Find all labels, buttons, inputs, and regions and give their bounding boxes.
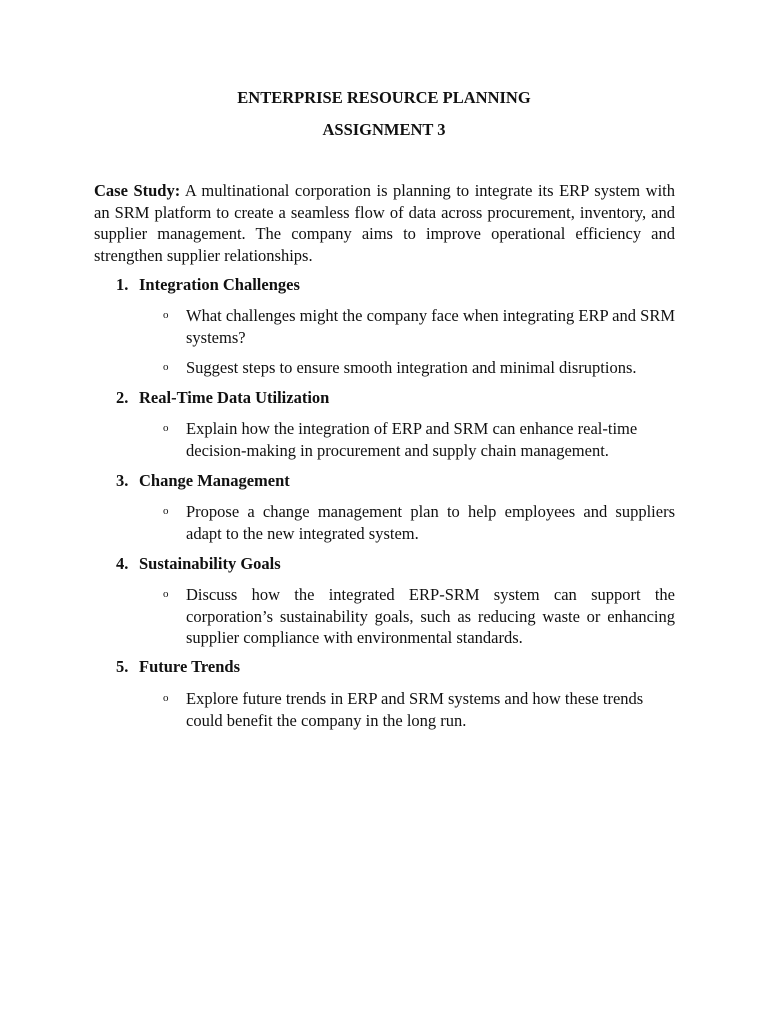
hollow-bullet-icon: o: [163, 309, 169, 321]
list-item: [163, 501, 675, 544]
section-title: Change Management: [139, 471, 290, 490]
section-heading-change-management: [116, 471, 290, 491]
section-number: 5.: [116, 657, 129, 676]
section-number: 4.: [116, 554, 129, 573]
section-number: 2.: [116, 388, 129, 407]
hollow-bullet-icon: o: [163, 422, 169, 434]
section-number: 1.: [116, 275, 129, 294]
document-title: ENTERPRISE RESOURCE PLANNING: [237, 88, 531, 107]
list-item-text: What challenges might the company face when integrating ERP and SRM systems?: [186, 306, 675, 347]
section-heading-integration-challenges: [116, 275, 300, 295]
list-item-text: Explore future trends in ERP and SRM systems and how these trends could benefit the company in the long run.: [186, 689, 644, 730]
section-title: Sustainability Goals: [139, 554, 281, 573]
list-item: [163, 584, 675, 649]
section-heading-real-time-data: [116, 388, 329, 408]
list-item-text: Propose a change management plan to help employees and suppliers adapt to the new integrated system.: [186, 502, 675, 543]
hollow-bullet-icon: o: [163, 692, 169, 704]
section-number: 3.: [116, 471, 129, 490]
list-item-text: Discuss how the integrated ERP-SRM system can support the corporation’s sustainability goals, such as reducing waste or enhancing supplier compliance with environmental standards.: [186, 585, 675, 647]
assignment-subtitle: ASSIGNMENT 3: [322, 120, 446, 139]
section-title: Integration Challenges: [139, 275, 300, 294]
list-item-text: Suggest steps to ensure smooth integration and minimal disruptions.: [186, 358, 637, 377]
case-study-lead: Case Study:: [94, 181, 181, 200]
section-heading-future-trends: [116, 657, 240, 677]
list-item: [163, 357, 675, 379]
hollow-bullet-icon: o: [163, 505, 169, 517]
hollow-bullet-icon: o: [163, 588, 169, 600]
section-title: Future Trends: [139, 657, 241, 676]
list-item: [163, 305, 675, 348]
hollow-bullet-icon: o: [163, 361, 169, 373]
section-heading-sustainability-goals: [116, 554, 281, 574]
case-study-paragraph: [94, 180, 675, 266]
list-item: [163, 688, 675, 731]
case-study-text: A multinational corporation is planning to integrate its ERP system with an SRM platform to create a seamless flow of data across procurement, inventory, and supplier management. The company aims to improve operational efficiency and strengthen supplier relationships.: [94, 181, 675, 265]
list-item: [163, 418, 675, 461]
list-item-text: Explain how the integration of ERP and SRM can enhance real-time decision-making in procurement and supply chain management.: [186, 419, 638, 460]
section-title: Real-Time Data Utilization: [139, 388, 330, 407]
